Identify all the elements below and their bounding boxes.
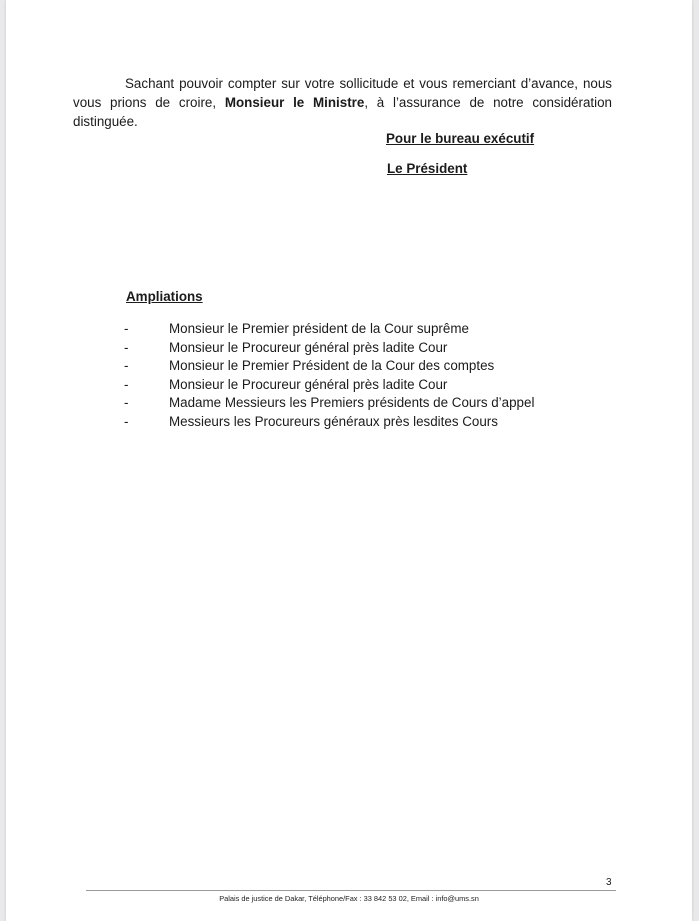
closing-paragraph xyxy=(73,74,612,131)
ampliations-heading: Ampliations xyxy=(126,289,203,304)
ampliations-list xyxy=(124,320,534,432)
list-item-text: Monsieur le Premier Président de la Cour des comptes xyxy=(169,358,495,374)
list-item xyxy=(124,339,534,358)
closing-text-part1: Sachant pouvoir compter sur votre sollicitude et vous remerciant d’avance, nous vous prions de croire, xyxy=(73,76,612,111)
bullet-dash: - xyxy=(124,395,129,411)
list-item xyxy=(124,376,534,395)
page-number: 3 xyxy=(606,877,612,888)
list-item xyxy=(124,394,534,413)
signature-title: Le Président xyxy=(387,161,468,176)
list-item-text: Messieurs les Procureurs généraux près lesdites Cours xyxy=(169,413,498,429)
closing-addressee: Monsieur le Ministre xyxy=(224,95,365,111)
list-item-text: Monsieur le Procureur général près ladite Cour xyxy=(169,376,448,392)
document-page xyxy=(6,0,692,921)
footer-divider xyxy=(86,890,616,891)
signature-bureau: Pour le bureau exécutif xyxy=(386,131,535,146)
bullet-dash: - xyxy=(124,339,129,355)
list-item xyxy=(124,320,534,339)
list-item-text: Madame Messieurs les Premiers présidents de Cours d’appel xyxy=(169,395,535,411)
bullet-dash: - xyxy=(124,376,129,392)
list-item xyxy=(124,413,534,432)
list-item xyxy=(124,357,534,376)
bullet-dash: - xyxy=(124,321,129,336)
footer-contact: Palais de justice de Dakar, Téléphone/Fax : 33 842 53 02, Email : info@ums.sn xyxy=(219,894,479,903)
bullet-dash: - xyxy=(124,413,129,429)
bullet-dash: - xyxy=(124,358,129,374)
list-item-text: Monsieur le Procureur général près ladite Cour xyxy=(169,339,448,355)
closing-text-part2: , à l’assurance de notre considération distinguée. xyxy=(73,95,612,130)
list-item-text: Monsieur le Premier président de la Cour suprême xyxy=(169,321,469,336)
